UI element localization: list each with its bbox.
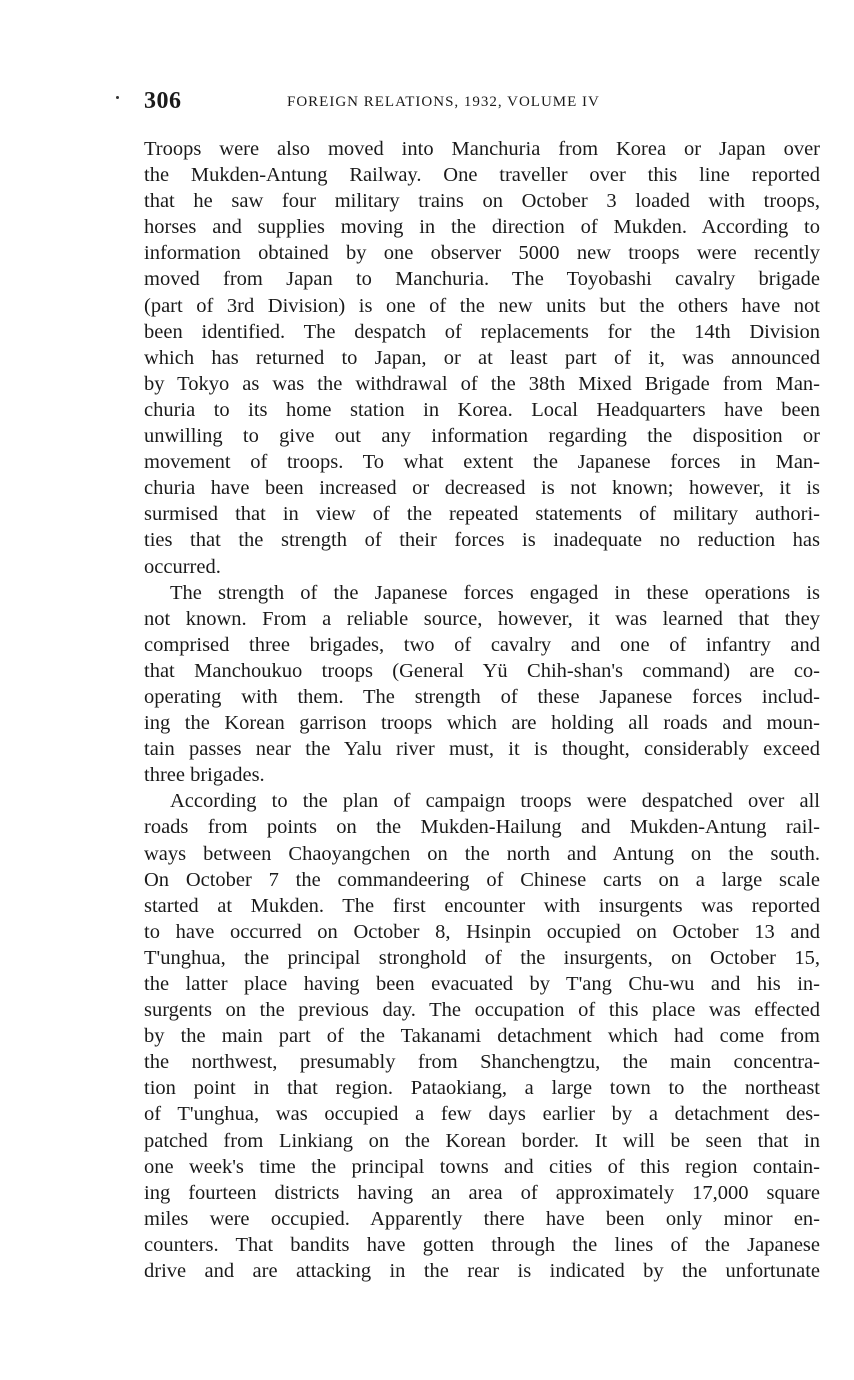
text-line: started at Mukden. The first encounter with insurgents was reported — [144, 894, 820, 917]
text-line: the northwest, presumably from Shanchengtzu, the main concentra- — [144, 1051, 820, 1074]
text-line: movement of troops. To what extent the Japanese forces in Man- — [144, 451, 820, 474]
text-line: According to the plan of campaign troops were despatched over all — [170, 790, 820, 813]
text-line: occurred. — [144, 555, 221, 578]
text-line: that he saw four military trains on October 3 loaded with troops, — [144, 190, 820, 213]
page-header — [144, 88, 824, 120]
text-line: by the main part of the Takanami detachment which had come from — [144, 1025, 820, 1048]
text-line: counters. That bandits have gotten through the lines of the Japanese — [144, 1233, 820, 1256]
text-line: been identified. The despatch of replacements for the 14th Division — [144, 320, 820, 343]
text-line: ing the Korean garrison troops which are holding all roads and moun- — [144, 712, 820, 735]
text-line: comprised three brigades, two of cavalry and one of infantry and — [144, 633, 820, 656]
margin-mark — [116, 96, 119, 99]
text-line: the Mukden-Antung Railway. One traveller over this line reported — [144, 164, 820, 187]
text-line: roads from points on the Mukden-Hailung and Mukden-Antung rail- — [144, 816, 820, 839]
text-line: by Tokyo as was the withdrawal of the 38th Mixed Brigade from Man- — [144, 372, 820, 395]
text-line: that Manchoukuo troops (General Yü Chih-shan's command) are co- — [144, 659, 820, 682]
text-line: three brigades. — [144, 764, 265, 787]
text-line: to have occurred on October 8, Hsinpin occupied on October 13 and — [144, 920, 820, 943]
text-line: The strength of the Japanese forces engaged in these operations is — [170, 581, 820, 604]
text-line: ways between Chaoyangchen on the north and Antung on the south. — [144, 842, 820, 865]
text-line: ties that the strength of their forces is inadequate no reduction has — [144, 529, 820, 552]
text-line: the latter place having been evacuated by T'ang Chu-wu and his in- — [144, 973, 820, 995]
text-line: operating with them. The strength of these Japanese forces includ- — [144, 685, 820, 708]
text-line: horses and supplies moving in the direction of Mukden. According to — [144, 216, 820, 239]
text-line: drive and are attacking in the rear is indicated by the unfortunate — [144, 1260, 820, 1283]
text-line: churia to its home station in Korea. Local Headquarters have been — [144, 398, 820, 421]
text-line: On October 7 the commandeering of Chinese carts on a large scale — [144, 868, 820, 891]
text-line: tion point in that region. Pataokiang, a large town to the northeast — [144, 1077, 820, 1100]
text-line: surgents on the previous day. The occupation of this place was effected — [144, 999, 820, 1022]
text-line: not known. From a reliable source, however, it was learned that they — [144, 607, 820, 630]
text-line: churia have been increased or decreased is not known; however, it is — [144, 477, 820, 500]
running-title: FOREIGN RELATIONS, 1932, VOLUME IV — [287, 94, 600, 110]
text-line: one week's time the principal towns and cities of this region contain- — [144, 1155, 820, 1178]
text-line: which has returned to Japan, or at least part of it, was announced — [144, 346, 820, 369]
body-text — [144, 136, 820, 1284]
text-line: unwilling to give out any information regarding the disposition or — [144, 425, 820, 448]
text-line: moved from Japan to Manchuria. The Toyobashi cavalry brigade — [144, 268, 820, 291]
page-number: 306 — [144, 88, 182, 114]
text-line: patched from Linkiang on the Korean border. It will be seen that in — [144, 1129, 820, 1152]
text-line: miles were occupied. Apparently there have been only minor en- — [144, 1207, 820, 1230]
text-line: tain passes near the Yalu river must, it is thought, considerably exceed — [144, 738, 820, 761]
text-line: (part of 3rd Division) is one of the new units but the others have not — [144, 294, 820, 317]
text-line: information obtained by one observer 5000 new troops were recently — [144, 242, 820, 265]
text-line: surmised that in view of the repeated statements of military authori- — [144, 503, 820, 526]
text-line: of T'unghua, was occupied a few days earlier by a detachment des- — [144, 1103, 820, 1126]
text-line: ing fourteen districts having an area of approximately 17,000 square — [144, 1181, 820, 1204]
text-line: T'unghua, the principal stronghold of the insurgents, on October 15, — [144, 946, 820, 969]
text-line: Troops were also moved into Manchuria from Korea or Japan over — [144, 138, 820, 160]
